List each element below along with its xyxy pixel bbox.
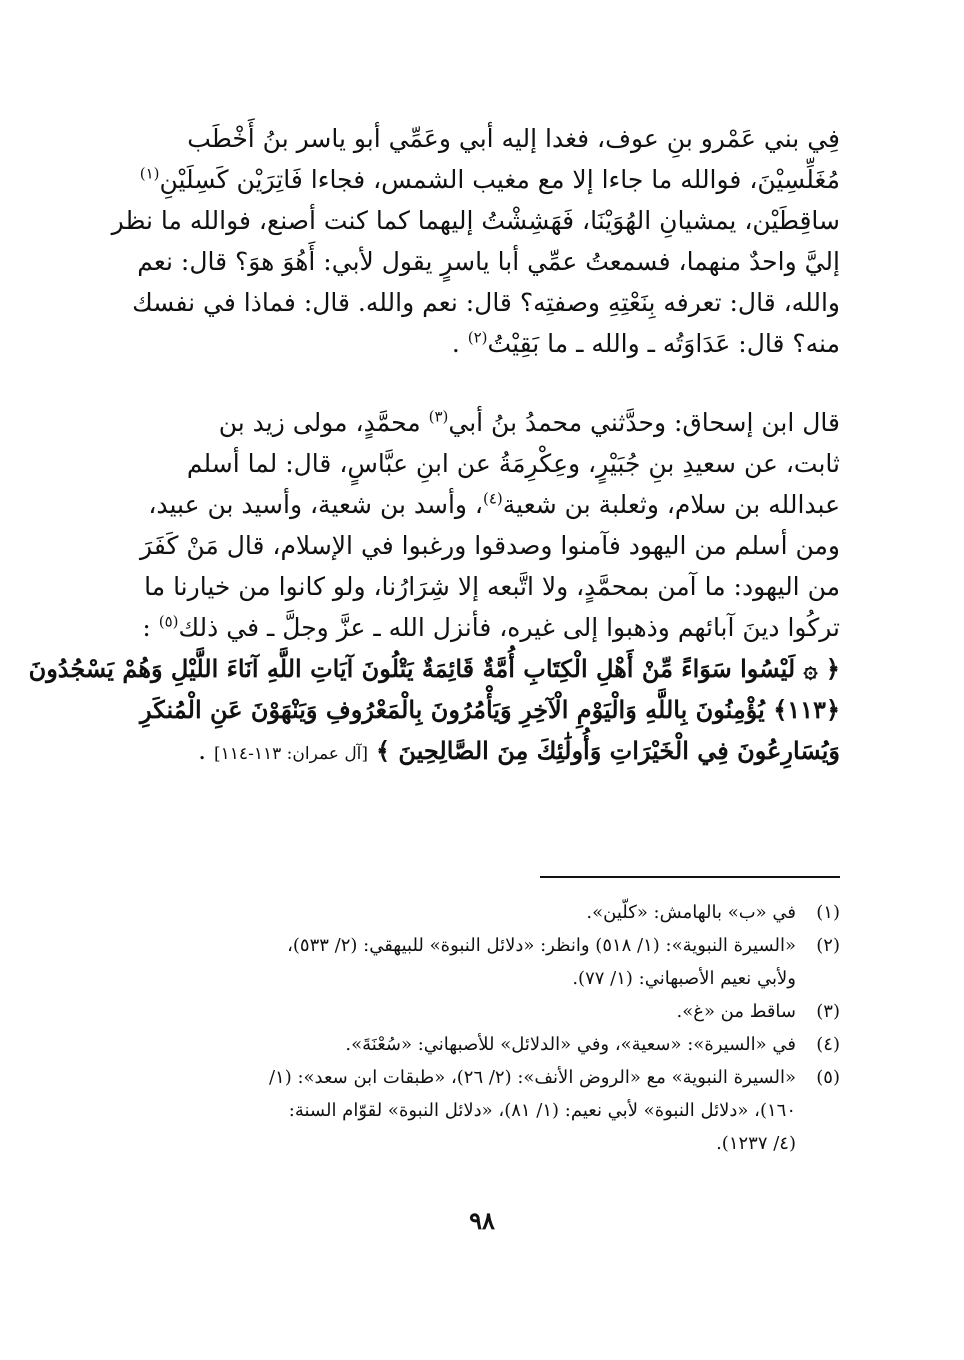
text-line [120,402,840,443]
footnote-body [120,1028,796,1061]
quran-verse-segment: وَيُسَارِعُونَ فِي الْخَيْرَاتِ وَأُولَٰئِكَ مِنَ الصَّالِحِينَ ﴾ [376,736,840,765]
text-segment: مُغَلِّسِيْنَ، فوالله ما جاءا إلا مع مغيب الشمس، فجاءا فَاتِرَيْن كَسِلَيْنِ [159,165,840,194]
text-line [120,159,840,200]
footnote-line: ١٦٠)، «دلائل النبوة» لأبي نعيم: (١/ ٨١)، «دلائل النبوة» لقوّام السنة: [288,1100,796,1121]
footnote-ref-2[interactable]: (٢) [467,328,488,347]
footnote-3 [120,995,840,1028]
footnote-number: (٤) [816,1034,840,1055]
footnote-ref-3[interactable]: (٣) [428,407,449,426]
text-line: ساقِطَيْن، يمشيانِ الهُوَيْنَا، فَهَشِشْتُ إليهما كما كنت أصنع، فوالله ما نظر [111,206,840,235]
footnote-4 [120,1028,840,1061]
text-line: والله، قال: تعرفه بِنَعْتِهِ وصفتِه؟ قال: نعم والله. قال: فماذا في نفسك [132,288,840,317]
footnote-ref-5[interactable]: (٥) [158,612,179,631]
footnotes [120,896,840,1160]
text-segment: : [142,613,151,642]
footnote-line: في «السيرة»: «سعية»، وفي «الدلائل» للأصبهاني: «سُعْنَةَ». [345,1034,796,1055]
paragraph-2 [28,402,840,775]
footnote-line: ولأبي نعيم الأصبهاني: (١/ ٧٧). [572,968,796,989]
footnote-number: (٣) [816,1001,840,1022]
page-number: ٩٨ [469,1206,495,1235]
text-line: ثابت، عن سعيدِ بنِ جُبَيْرٍ، وعِكْرِمَةُ عن ابنِ عبَّاسٍ، قال: لما أسلم [186,449,840,478]
text-line: إليَّ واحدٌ منهما، فسمعتُ عمِّي أبا ياسرٍ يقول لأبي: أَهُوَ هوَ؟ قال: نعم [137,247,840,276]
footnote-line: «السيرة النبوية» مع «الروض الأنف»: (٢/ ٢٦)، «طبقات ابن سعد»: (١/ [268,1067,796,1088]
footnote-body [120,896,796,929]
quran-verse-line: ﴿ ۞ لَيْسُوا سَوَاءً مِّنْ أَهْلِ الْكِتَابِ أُمَّةٌ قَائِمَةٌ يَتْلُونَ آيَاتِ اللَّهِ آنَاءَ اللَّيْلِ وَهُمْ يَسْجُدُونَ [28,654,840,683]
text-line: ومن أسلم من اليهود فآمنوا وصدقوا ورغبوا في الإسلام، قال مَنْ كَفَرَ [140,531,840,560]
text-segment: ، وأسد بن شعية، وأسيد بن عبيد، [148,490,483,519]
text-segment: . [198,736,207,765]
footnote-number: (٥) [816,1067,840,1088]
footnote-number: (١) [816,902,840,923]
text-segment: محمَّدٍ، مولى زيد بن [218,408,421,437]
footnote-body [120,929,796,995]
text-line [120,484,840,525]
quran-verse-line: ﴿١١٣﴾ يُؤْمِنُونَ بِاللَّهِ وَالْيَوْمِ الْآخِرِ وَيَأْمُرُونَ بِالْمَعْرُوفِ وَيَنْهَوْنَ عَنِ الْمُنكَرِ [140,695,840,724]
text-segment: منه؟ قال: عَدَاوَتُه ـ والله ـ ما بَقِيْتُ [487,329,840,358]
footnote-divider [540,876,840,878]
footnote-ref-4[interactable]: (٤) [482,489,503,508]
text-segment: قال ابن إسحاق: وحدَّثني محمدُ بنُ أبي [448,408,840,437]
quran-reference: [آل عمران: ١١٣-١١٤] [214,744,369,764]
footnote-body [120,995,796,1028]
main-text [28,118,840,775]
paragraph-1 [111,118,840,364]
text-line [120,323,840,364]
footnote-2 [120,929,840,995]
footnote-number: (٢) [816,935,840,956]
footnote-1 [120,896,840,929]
footnote-line: (٤/ ١٢٣٧). [716,1133,796,1154]
text-line: من اليهود: ما آمن بمحمَّدٍ، ولا اتَّبعه إلا شِرَارُنا، ولو كانوا من خيارنا ما [144,572,840,601]
footnote-line: «السيرة النبوية»: (١/ ٥١٨) وانظر: «دلائل النبوة» للبيهقي: (٢/ ٥٣٣)، [287,935,796,956]
footnote-line: في «ب» بالهامش: «كلّين». [586,902,796,923]
text-line [120,607,840,648]
text-line: فِي بني عَمْرو بنِ عوف، فغدا إليه أبي وعَمِّي أبو ياسر بنُ أَخْطَب [187,124,840,153]
text-segment: تركُوا دينَ آبائهم وذهبوا إلى غيره، فأنزل الله ـ عزَّ وجلَّ ـ في ذلك [178,613,840,642]
footnote-ref-1[interactable]: (١) [139,164,160,183]
text-segment: . [451,329,460,358]
text-segment: عبدالله بن سلام، وثعلبة بن شعية [502,490,840,519]
footnote-5 [120,1061,840,1160]
footnote-body [120,1061,796,1160]
footnote-line: ساقط من «غ». [676,1001,796,1022]
text-line [120,730,840,775]
